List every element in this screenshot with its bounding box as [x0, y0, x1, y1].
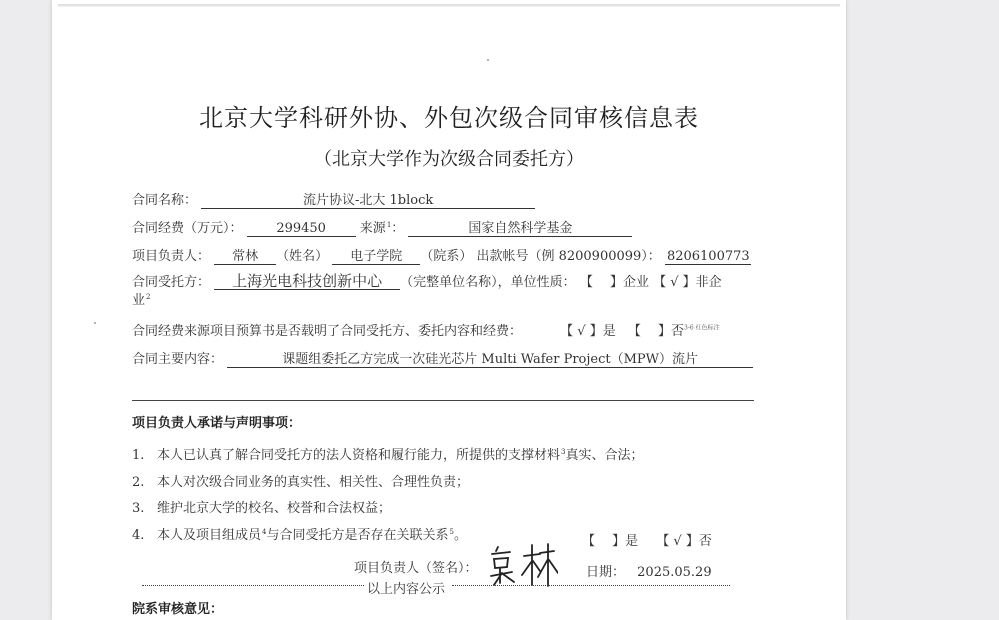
- commitment-item-number: 1.: [132, 448, 145, 463]
- signature-label: 项目负责人（签名）：: [354, 561, 478, 576]
- commitment-item-text: 本人已认真了解合同受托方的法人资格和履行能力，所提供的支撑材料: [157, 448, 561, 463]
- commitment-item-text: 本人对次级合同业务的真实性、相关性、合理性负责；: [157, 475, 470, 490]
- commitment-item-3: [132, 497, 391, 516]
- signature-date-row: [586, 561, 712, 580]
- handwritten-signature: [488, 541, 558, 589]
- scan-speck: [487, 59, 489, 61]
- enterprise-checkbox: 【 】: [579, 275, 623, 290]
- date-value: 2025.05.29: [637, 565, 712, 580]
- enterprise-label: 企业: [622, 275, 649, 290]
- project-leader-name-suffix: （姓名）: [276, 249, 329, 264]
- non-enterprise-checkbox: 【 √ 】: [653, 275, 696, 290]
- department-suffix: （院系）: [420, 249, 473, 264]
- budget-yes-checkbox: 【 √ 】: [560, 324, 603, 339]
- fund-source-footnote: 1: [386, 220, 392, 229]
- budget-note: 3-6 红色标注: [684, 324, 720, 332]
- commitment-item-tail: 与合同受托方是否存在关联关系: [266, 528, 449, 543]
- non-enterprise-footnote: 2: [146, 292, 151, 301]
- commitment-item-number: 3.: [132, 501, 145, 516]
- contractee-row-wrap: [132, 289, 150, 308]
- department-value: 电子学院: [332, 249, 420, 265]
- commitment-heading: 项目负责人承诺与声明事项：: [132, 416, 302, 431]
- relation-no-checkbox: 【 √ 】: [656, 534, 699, 549]
- commitment-item-end: 。: [453, 528, 467, 543]
- contract-fee-label: 合同经费（万元）：: [132, 221, 243, 236]
- non-enterprise-label-b: 业: [132, 293, 146, 308]
- project-leader-name: 常林: [214, 249, 276, 265]
- commitment-item-number: 2.: [132, 475, 145, 490]
- commitment-item-footnote: 4: [262, 527, 267, 536]
- contractee-row: [132, 271, 722, 290]
- fund-source-label: 来源: [359, 221, 386, 236]
- fund-source-colon: ：: [391, 221, 405, 236]
- document-title: 北京大学科研外协、外包次级合同审核信息表: [199, 104, 699, 132]
- project-leader-label: 项目负责人：: [132, 249, 211, 264]
- commitment-item-number: 4.: [132, 528, 145, 543]
- relation-yes-label: 是: [625, 534, 639, 549]
- notice-dotted-left: [142, 585, 364, 586]
- department-review-label: 院系审核意见：: [132, 602, 224, 617]
- scan-speck: [94, 322, 96, 324]
- commitment-item-footnote: 3: [561, 447, 566, 456]
- budget-no-checkbox: 【 】: [627, 324, 672, 339]
- budget-no-label: 否: [671, 324, 685, 339]
- contract-fee-row: [132, 217, 632, 237]
- contract-name-value: 流片协议-北大 1block: [201, 193, 535, 209]
- commitment-item-tail: 真实、合法；: [565, 448, 644, 463]
- commitment-item-4: [132, 524, 467, 543]
- contractee-value: 上海光电科技创新中心: [214, 274, 400, 290]
- non-enterprise-label-a: 非企: [695, 275, 722, 290]
- scan-edge: [58, 4, 840, 7]
- main-content-value: 课题组委托乙方完成一次硅光芯片 Multi Wafer Project（MPW）流片: [227, 352, 753, 368]
- document-page: [52, 0, 846, 620]
- commitment-item-text: 维护北京大学的校名、校誉和合法权益；: [157, 501, 392, 516]
- relation-yes-checkbox: 【 】: [582, 534, 626, 549]
- contractee-suffix: （完整单位名称），单位性质：: [400, 275, 576, 290]
- notice-dotted-right: [452, 585, 730, 586]
- commitment-item-2: [132, 471, 469, 490]
- account-value: 8206100773: [666, 249, 750, 264]
- main-content-label: 合同主要内容：: [132, 352, 224, 367]
- budget-yes-label: 是: [602, 324, 616, 339]
- main-content-underline: [132, 400, 754, 401]
- public-notice: 以上内容公示: [367, 582, 446, 597]
- budget-question-text: 合同经费来源项目预算书是否载明了合同受托方、委托内容和经费：: [132, 324, 523, 339]
- document-subtitle: （北京大学作为次级合同委托方）: [314, 149, 584, 170]
- budget-question-row: [132, 320, 720, 339]
- commitment-item-footnote-2: 5: [449, 527, 454, 536]
- contract-name-row: [132, 189, 535, 209]
- contractee-label: 合同受托方：: [132, 275, 211, 290]
- date-label: 日期：: [586, 565, 626, 580]
- commitment-item-1: [132, 444, 644, 463]
- main-content-row: [132, 348, 753, 368]
- relation-options: [582, 530, 712, 549]
- relation-no-label: 否: [698, 534, 712, 549]
- fund-source-value: 国家自然科学基金: [408, 221, 632, 237]
- contract-name-label: 合同名称：: [132, 193, 198, 208]
- account-label: 出款帐号（例 8200900099）：: [476, 249, 661, 264]
- project-leader-row: [132, 245, 751, 265]
- commitment-item-text: 本人及项目组成员: [157, 528, 262, 543]
- contract-fee-value: 299450: [247, 221, 356, 237]
